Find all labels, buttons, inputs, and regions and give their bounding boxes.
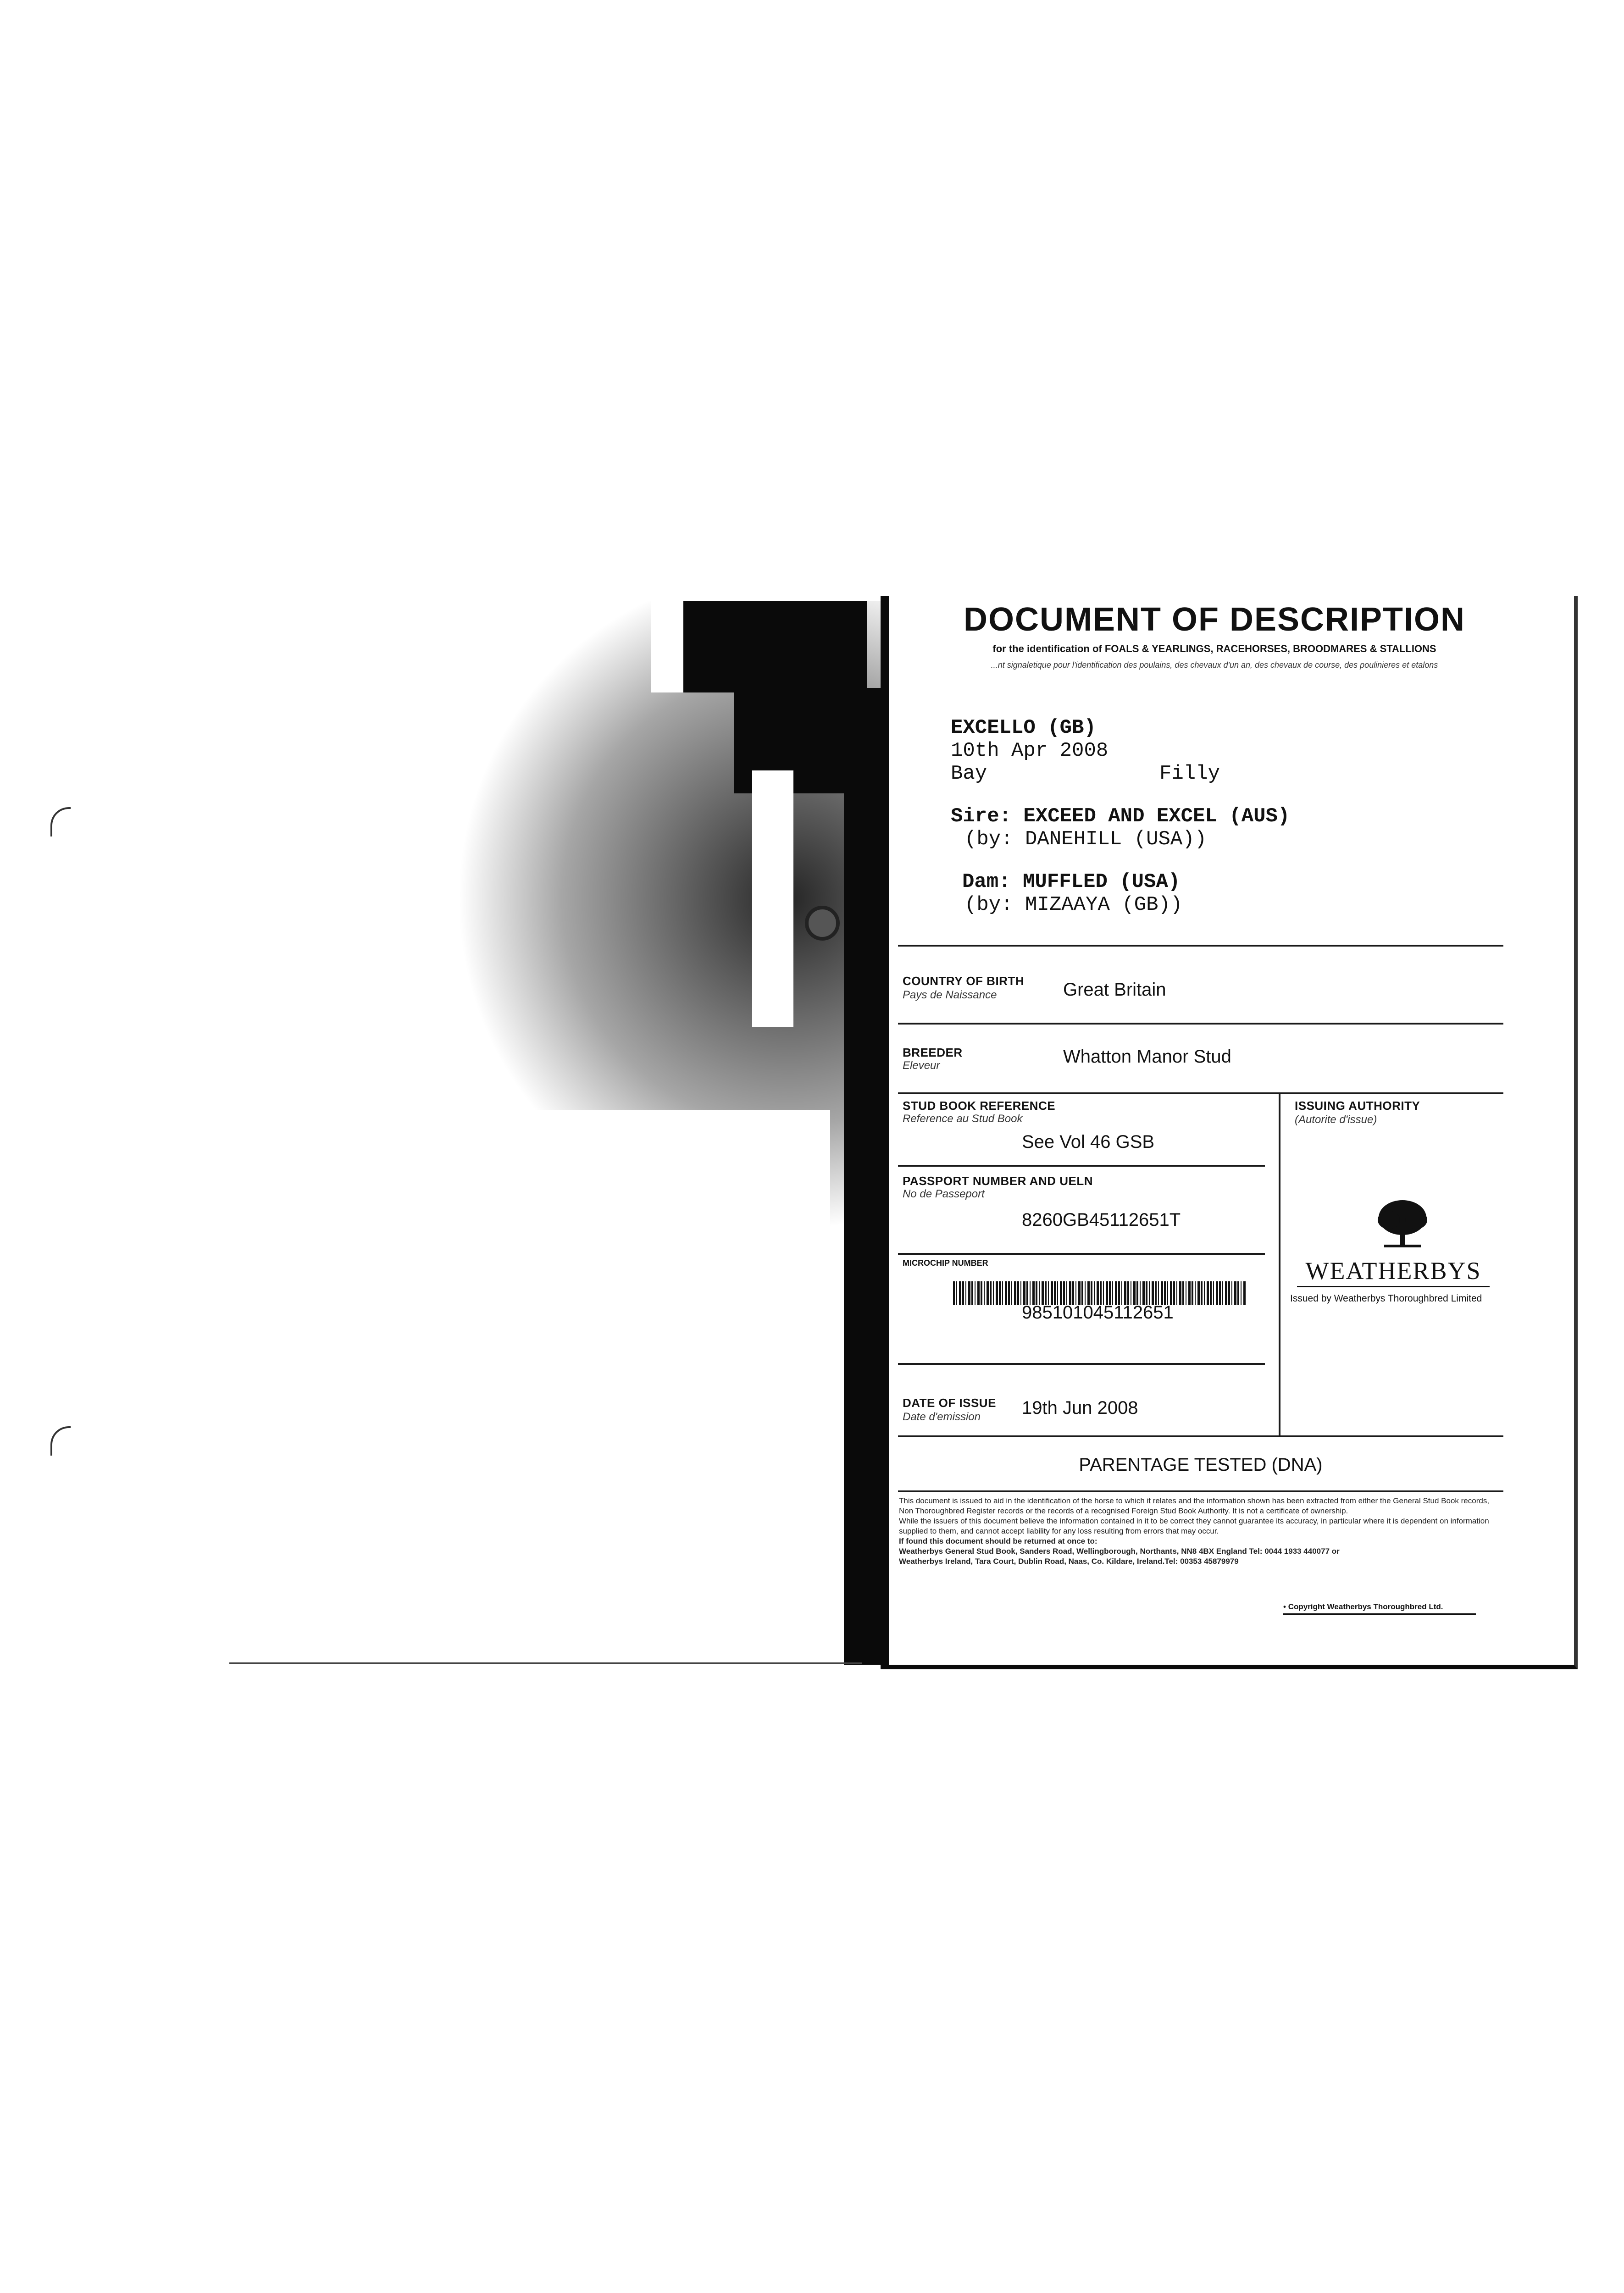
divider [898,1363,1265,1365]
margin-mark-1 [50,807,71,836]
horse-sire-by: (by: DANEHILL (USA)) [964,828,1207,851]
footer-line-2: While the issuers of this document believe the information contained in it to be correct they cannot guarantee its accuracy, in particular where it is dependent on information supplied to them, and cannot accept liability for any loss resulting from errors that may occur. [899,1517,1489,1535]
footer-bottom-rule [1283,1613,1476,1615]
divider [898,1023,1503,1025]
divider [898,945,1503,947]
footer-line-3: If found this document should be returned at once to: [899,1537,1097,1545]
parentage-tested: PARENTAGE TESTED (DNA) [1079,1455,1323,1475]
divider [898,1435,1503,1437]
stud-book-label: STUD BOOK REFERENCE [903,1099,1056,1113]
passport-label: PASSPORT NUMBER AND UELN [903,1174,1093,1188]
footer-line-4: Weatherbys General Stud Book, Sanders Road, Wellingborough, Northants, NN8 4BX England Tel: 0044 1933 440077 or [899,1547,1340,1556]
margin-mark-2 [50,1426,71,1456]
document-title: DOCUMENT OF DESCRIPTION [963,601,1465,638]
tree-logo-icon [1370,1197,1435,1252]
stud-book-value: See Vol 46 GSB [1022,1132,1155,1152]
document-card [881,596,1578,1669]
footer-line-5: Weatherbys Ireland, Tara Court, Dublin Road, Naas, Co. Kildare, Ireland.Tel: 00353 45879979 [899,1557,1239,1566]
footer-copyright [1283,1602,1443,1612]
binder-ring-icon [805,906,840,941]
country-of-birth-label: COUNTRY OF BIRTH [903,974,1025,988]
barcode [953,1281,1247,1305]
divider [898,1490,1503,1492]
column-divider [1279,1092,1280,1435]
date-of-issue-label: DATE OF ISSUE [903,1396,996,1410]
copyright-icon: • [1283,1602,1288,1611]
horse-dam-by: (by: MIZAAYA (GB)) [964,893,1183,916]
horse-foaled: 10th Apr 2008 [951,739,1109,762]
blank-sheet [316,1110,830,1665]
date-of-issue-value: 19th Jun 2008 [1022,1398,1138,1418]
horse-sex: Filly [1159,762,1220,785]
copyright-text: Copyright Weatherbys Thoroughbred Ltd. [1288,1602,1443,1611]
passport-value: 8260GB45112651T [1022,1210,1181,1230]
weatherbys-logo: WEATHERBYS [1297,1257,1490,1287]
sheet-edge-line [229,1662,862,1664]
breeder-label: BREEDER [903,1046,963,1059]
stud-book-label-fr: Reference au Stud Book [903,1113,1023,1125]
country-of-birth-value: Great Britain [1063,980,1166,1000]
issuing-authority-label-fr: (Autorite d'issue) [1295,1113,1377,1126]
horse-colour: Bay [951,762,987,785]
horse-sire: Sire: EXCEED AND EXCEL (AUS) [951,805,1290,828]
binder-clip [752,770,793,1027]
breeder-value: Whatton Manor Stud [1063,1047,1231,1067]
document-subtitle-fr: ...nt signaletique pour l'identification des poulains, des chevaux d'un an, des chevaux de course, des poulinieres et etalons [991,660,1438,670]
divider [898,1165,1265,1167]
horse-name: EXCELLO (GB) [951,716,1096,739]
breeder-label-fr: Eleveur [903,1059,940,1072]
country-of-birth-label-fr: Pays de Naissance [903,989,997,1001]
microchip-value: 985101045112651 [1022,1302,1174,1323]
passport-label-fr: No de Passeport [903,1188,985,1200]
binder-tab [651,596,683,692]
issuing-authority-label: ISSUING AUTHORITY [1295,1099,1420,1113]
footer-line-1: This document is issued to aid in the identification of the horse to which it relates and the information shown has been extracted from either the General Stud Book records, Non Thoroughbred Register records or the records of a recognised Foreign Stud Book Authority. It is not a certificate of ownership. [899,1496,1490,1515]
divider [898,1253,1265,1255]
footer-text [899,1496,1504,1567]
issued-by-text: Issued by Weatherbys Thoroughbred Limited [1290,1293,1482,1304]
binder-edge [683,601,867,692]
divider [898,1092,1503,1094]
date-of-issue-label-fr: Date d'emission [903,1411,981,1423]
binder-strip [844,780,885,1665]
document-subtitle: for the identification of FOALS & YEARLINGS, RACEHORSES, BROODMARES & STALLIONS [992,643,1436,654]
horse-dam: Dam: MUFFLED (USA) [962,870,1181,893]
microchip-label: MICROCHIP NUMBER [903,1258,988,1268]
